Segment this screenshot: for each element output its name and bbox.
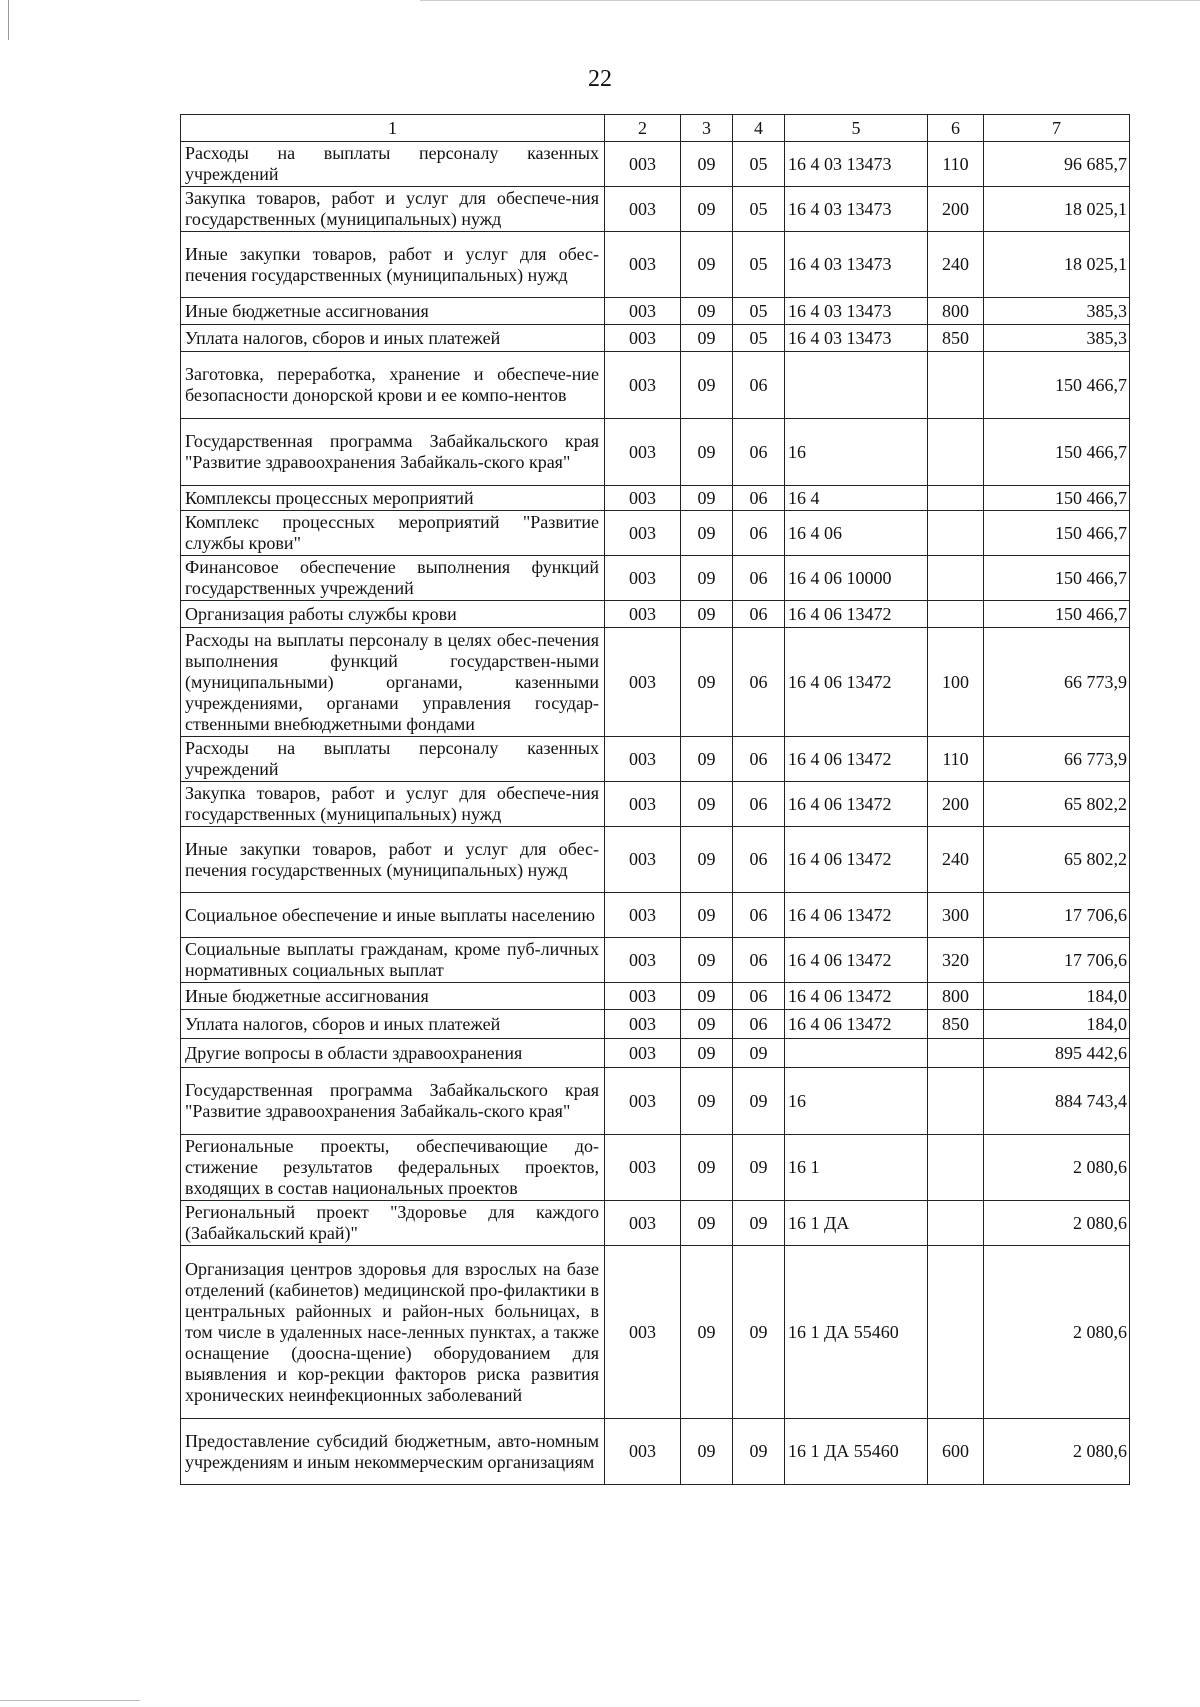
table-row bbox=[181, 352, 1130, 419]
table-row bbox=[181, 938, 1130, 983]
cell-code-3: 09 bbox=[681, 983, 733, 1010]
cell-amount: 385,3 bbox=[984, 298, 1130, 325]
cell-expense-name: Организация центров здоровья для взрослых на базе отделений (кабинетов) медицинской про-филактики в центральных районных и район-ных больницах, в том числе в удаленных насе-ленных пунктах, а также оснащение (доосна-щение) оборудованием для выявления и кор-рекции факторов риска развития хронических неинфекционных заболеваний bbox=[181, 1246, 605, 1419]
table-row bbox=[181, 1010, 1130, 1039]
cell-code-2: 003 bbox=[605, 142, 681, 187]
cell-code-2: 003 bbox=[605, 782, 681, 827]
cell-amount: 2 080,6 bbox=[984, 1246, 1130, 1419]
cell-amount: 150 466,7 bbox=[984, 486, 1130, 511]
cell-expense-name: Финансовое обеспечение выполнения функций государственных учреждений bbox=[181, 556, 605, 601]
cell-code-3: 09 bbox=[681, 1010, 733, 1039]
cell-code-4: 06 bbox=[733, 419, 785, 486]
cell-code-5: 16 1 ДА bbox=[785, 1201, 928, 1246]
cell-code-3: 09 bbox=[681, 556, 733, 601]
cell-code-5: 16 4 06 13472 bbox=[785, 827, 928, 893]
cell-expense-name: Другие вопросы в области здравоохранения bbox=[181, 1039, 605, 1068]
cell-code-6: 800 bbox=[928, 983, 984, 1010]
cell-amount: 150 466,7 bbox=[984, 601, 1130, 628]
cell-code-4: 06 bbox=[733, 601, 785, 628]
cell-code-6: 110 bbox=[928, 737, 984, 782]
table-row bbox=[181, 827, 1130, 893]
table-row bbox=[181, 628, 1130, 737]
cell-code-2: 003 bbox=[605, 511, 681, 556]
page-number: 22 bbox=[588, 66, 612, 92]
cell-code-4: 06 bbox=[733, 983, 785, 1010]
cell-code-5: 16 4 03 13473 bbox=[785, 298, 928, 325]
table-row bbox=[181, 893, 1130, 938]
cell-expense-name: Иные закупки товаров, работ и услуг для обес-печения государственных (муниципальных) нужд bbox=[181, 232, 605, 298]
cell-code-6 bbox=[928, 511, 984, 556]
cell-code-4: 09 bbox=[733, 1419, 785, 1485]
cell-code-3: 09 bbox=[681, 486, 733, 511]
cell-code-4: 09 bbox=[733, 1246, 785, 1419]
cell-code-2: 003 bbox=[605, 556, 681, 601]
cell-code-3: 09 bbox=[681, 1201, 733, 1246]
cell-code-5: 16 1 bbox=[785, 1135, 928, 1201]
cell-amount: 66 773,9 bbox=[984, 628, 1130, 737]
cell-code-4: 06 bbox=[733, 827, 785, 893]
cell-code-2: 003 bbox=[605, 187, 681, 232]
cell-code-5: 16 4 03 13473 bbox=[785, 325, 928, 352]
cell-code-6 bbox=[928, 352, 984, 419]
cell-code-6: 110 bbox=[928, 142, 984, 187]
cell-code-6: 240 bbox=[928, 827, 984, 893]
cell-expense-name: Государственная программа Забайкальского края "Развитие здравоохранения Забайкаль-ского края" bbox=[181, 419, 605, 486]
cell-expense-name: Комплекс процессных мероприятий "Развитие службы крови" bbox=[181, 511, 605, 556]
table-row bbox=[181, 1135, 1130, 1201]
cell-code-6: 800 bbox=[928, 298, 984, 325]
cell-code-3: 09 bbox=[681, 232, 733, 298]
cell-amount: 17 706,6 bbox=[984, 893, 1130, 938]
cell-amount: 150 466,7 bbox=[984, 419, 1130, 486]
cell-code-2: 003 bbox=[605, 983, 681, 1010]
column-header-2: 2 bbox=[605, 115, 681, 142]
cell-amount: 18 025,1 bbox=[984, 232, 1130, 298]
cell-code-6: 850 bbox=[928, 1010, 984, 1039]
cell-code-4: 09 bbox=[733, 1039, 785, 1068]
table-row bbox=[181, 419, 1130, 486]
cell-code-2: 003 bbox=[605, 938, 681, 983]
cell-code-4: 06 bbox=[733, 1010, 785, 1039]
cell-amount: 66 773,9 bbox=[984, 737, 1130, 782]
cell-code-4: 05 bbox=[733, 325, 785, 352]
cell-code-4: 06 bbox=[733, 737, 785, 782]
cell-amount: 2 080,6 bbox=[984, 1135, 1130, 1201]
cell-code-3: 09 bbox=[681, 1068, 733, 1135]
cell-expense-name: Иные бюджетные ассигнования bbox=[181, 298, 605, 325]
cell-expense-name: Региональные проекты, обеспечивающие до-стижение результатов федеральных проектов, входящих в состав национальных проектов bbox=[181, 1135, 605, 1201]
table-row bbox=[181, 983, 1130, 1010]
cell-code-2: 003 bbox=[605, 232, 681, 298]
cell-code-6 bbox=[928, 1201, 984, 1246]
cell-code-2: 003 bbox=[605, 893, 681, 938]
cell-code-6 bbox=[928, 1068, 984, 1135]
cell-code-3: 09 bbox=[681, 628, 733, 737]
cell-code-6 bbox=[928, 486, 984, 511]
cell-code-4: 05 bbox=[733, 187, 785, 232]
cell-code-4: 06 bbox=[733, 893, 785, 938]
cell-amount: 2 080,6 bbox=[984, 1201, 1130, 1246]
cell-code-6 bbox=[928, 1135, 984, 1201]
cell-amount: 18 025,1 bbox=[984, 187, 1130, 232]
cell-code-3: 09 bbox=[681, 325, 733, 352]
cell-amount: 150 466,7 bbox=[984, 556, 1130, 601]
table-row bbox=[181, 187, 1130, 232]
table-row bbox=[181, 511, 1130, 556]
cell-amount: 2 080,6 bbox=[984, 1419, 1130, 1485]
cell-code-6 bbox=[928, 601, 984, 628]
cell-code-3: 09 bbox=[681, 938, 733, 983]
cell-code-5: 16 1 ДА 55460 bbox=[785, 1246, 928, 1419]
table-body bbox=[181, 142, 1130, 1485]
cell-code-2: 003 bbox=[605, 1135, 681, 1201]
cell-code-5: 16 4 06 13472 bbox=[785, 782, 928, 827]
cell-code-4: 06 bbox=[733, 556, 785, 601]
table-row bbox=[181, 232, 1130, 298]
table-row bbox=[181, 1039, 1130, 1068]
cell-code-2: 003 bbox=[605, 1010, 681, 1039]
cell-code-5: 16 1 ДА 55460 bbox=[785, 1419, 928, 1485]
cell-code-4: 09 bbox=[733, 1135, 785, 1201]
cell-code-5 bbox=[785, 1039, 928, 1068]
cell-expense-name: Закупка товаров, работ и услуг для обеспече-ния государственных (муниципальных) нужд bbox=[181, 782, 605, 827]
cell-code-5: 16 bbox=[785, 419, 928, 486]
cell-code-4: 05 bbox=[733, 232, 785, 298]
cell-expense-name: Заготовка, переработка, хранение и обеспече-ние безопасности донорской крови и ее компо-нентов bbox=[181, 352, 605, 419]
table-row bbox=[181, 1201, 1130, 1246]
cell-code-6: 100 bbox=[928, 628, 984, 737]
cell-amount: 150 466,7 bbox=[984, 352, 1130, 419]
cell-code-4: 09 bbox=[733, 1068, 785, 1135]
table-row bbox=[181, 1068, 1130, 1135]
cell-code-2: 003 bbox=[605, 737, 681, 782]
cell-code-6 bbox=[928, 556, 984, 601]
cell-expense-name: Расходы на выплаты персоналу в целях обес-печения выполнения функций государствен-ными (муниципальными) органами, казенными учреждениями, органами управления государ-ственными внебюджетными фондами bbox=[181, 628, 605, 737]
cell-code-2: 003 bbox=[605, 298, 681, 325]
cell-code-3: 09 bbox=[681, 827, 733, 893]
cell-code-5: 16 4 06 13472 bbox=[785, 938, 928, 983]
cell-code-5: 16 4 06 13472 bbox=[785, 737, 928, 782]
cell-amount: 17 706,6 bbox=[984, 938, 1130, 983]
column-header-3: 3 bbox=[681, 115, 733, 142]
cell-code-2: 003 bbox=[605, 419, 681, 486]
cell-expense-name: Предоставление субсидий бюджетным, авто-номным учреждениям и иным некоммерческим организациям bbox=[181, 1419, 605, 1485]
table-row bbox=[181, 782, 1130, 827]
table-header-row bbox=[181, 115, 1130, 142]
table-row bbox=[181, 601, 1130, 628]
cell-expense-name: Иные бюджетные ассигнования bbox=[181, 983, 605, 1010]
cell-code-3: 09 bbox=[681, 298, 733, 325]
cell-expense-name: Государственная программа Забайкальского края "Развитие здравоохранения Забайкаль-ского края" bbox=[181, 1068, 605, 1135]
cell-code-5: 16 4 06 13472 bbox=[785, 1010, 928, 1039]
cell-code-2: 003 bbox=[605, 1068, 681, 1135]
cell-code-3: 09 bbox=[681, 1419, 733, 1485]
cell-amount: 184,0 bbox=[984, 983, 1130, 1010]
cell-expense-name: Комплексы процессных мероприятий bbox=[181, 486, 605, 511]
cell-code-2: 003 bbox=[605, 1039, 681, 1068]
cell-code-2: 003 bbox=[605, 1246, 681, 1419]
cell-code-4: 06 bbox=[733, 782, 785, 827]
cell-code-5: 16 4 06 10000 bbox=[785, 556, 928, 601]
cell-code-3: 09 bbox=[681, 1039, 733, 1068]
cell-amount: 884 743,4 bbox=[984, 1068, 1130, 1135]
table-row bbox=[181, 1419, 1130, 1485]
budget-table bbox=[180, 114, 1130, 1485]
cell-amount: 385,3 bbox=[984, 325, 1130, 352]
cell-code-3: 09 bbox=[681, 511, 733, 556]
table-row bbox=[181, 298, 1130, 325]
column-header-1: 1 bbox=[181, 115, 605, 142]
cell-expense-name: Региональный проект "Здоровье для каждого (Забайкальский край)" bbox=[181, 1201, 605, 1246]
cell-code-5: 16 4 03 13473 bbox=[785, 232, 928, 298]
cell-code-6 bbox=[928, 419, 984, 486]
cell-code-5: 16 4 06 13472 bbox=[785, 983, 928, 1010]
cell-expense-name: Социальные выплаты гражданам, кроме пуб-личных нормативных социальных выплат bbox=[181, 938, 605, 983]
cell-code-4: 06 bbox=[733, 352, 785, 419]
cell-code-6: 240 bbox=[928, 232, 984, 298]
table-row bbox=[181, 1246, 1130, 1419]
cell-code-2: 003 bbox=[605, 352, 681, 419]
cell-code-3: 09 bbox=[681, 1135, 733, 1201]
cell-amount: 65 802,2 bbox=[984, 782, 1130, 827]
cell-code-6 bbox=[928, 1039, 984, 1068]
cell-code-3: 09 bbox=[681, 737, 733, 782]
cell-code-5: 16 4 06 13472 bbox=[785, 601, 928, 628]
cell-expense-name: Расходы на выплаты персоналу казенных учреждений bbox=[181, 142, 605, 187]
cell-code-4: 06 bbox=[733, 486, 785, 511]
cell-code-4: 05 bbox=[733, 298, 785, 325]
table-row bbox=[181, 486, 1130, 511]
cell-code-5: 16 4 03 13473 bbox=[785, 142, 928, 187]
cell-code-2: 003 bbox=[605, 628, 681, 737]
cell-code-3: 09 bbox=[681, 419, 733, 486]
cell-code-4: 05 bbox=[733, 142, 785, 187]
cell-code-6 bbox=[928, 1246, 984, 1419]
cell-code-2: 003 bbox=[605, 601, 681, 628]
scan-edge-line bbox=[8, 0, 9, 40]
cell-code-3: 09 bbox=[681, 1246, 733, 1419]
cell-code-5: 16 bbox=[785, 1068, 928, 1135]
cell-code-6: 200 bbox=[928, 187, 984, 232]
cell-amount: 96 685,7 bbox=[984, 142, 1130, 187]
cell-amount: 895 442,6 bbox=[984, 1039, 1130, 1068]
cell-amount: 184,0 bbox=[984, 1010, 1130, 1039]
cell-code-6: 600 bbox=[928, 1419, 984, 1485]
cell-code-3: 09 bbox=[681, 352, 733, 419]
cell-expense-name: Иные закупки товаров, работ и услуг для обес-печения государственных (муниципальных) нужд bbox=[181, 827, 605, 893]
cell-code-3: 09 bbox=[681, 187, 733, 232]
cell-code-5: 16 4 06 bbox=[785, 511, 928, 556]
table-row bbox=[181, 737, 1130, 782]
cell-code-4: 06 bbox=[733, 628, 785, 737]
cell-code-2: 003 bbox=[605, 325, 681, 352]
cell-expense-name: Организация работы службы крови bbox=[181, 601, 605, 628]
column-header-5: 5 bbox=[785, 115, 928, 142]
table-row bbox=[181, 325, 1130, 352]
cell-code-4: 06 bbox=[733, 938, 785, 983]
cell-code-3: 09 bbox=[681, 782, 733, 827]
column-header-4: 4 bbox=[733, 115, 785, 142]
column-header-6: 6 bbox=[928, 115, 984, 142]
cell-amount: 150 466,7 bbox=[984, 511, 1130, 556]
cell-code-6: 300 bbox=[928, 893, 984, 938]
cell-code-2: 003 bbox=[605, 827, 681, 893]
cell-code-2: 003 bbox=[605, 486, 681, 511]
cell-expense-name: Закупка товаров, работ и услуг для обеспече-ния государственных (муниципальных) нужд bbox=[181, 187, 605, 232]
cell-code-6: 320 bbox=[928, 938, 984, 983]
table-row bbox=[181, 142, 1130, 187]
cell-expense-name: Уплата налогов, сборов и иных платежей bbox=[181, 1010, 605, 1039]
cell-code-2: 003 bbox=[605, 1419, 681, 1485]
cell-code-5: 16 4 03 13473 bbox=[785, 187, 928, 232]
scan-bottom-line bbox=[0, 1700, 140, 1701]
cell-code-5: 16 4 06 13472 bbox=[785, 893, 928, 938]
table-row bbox=[181, 556, 1130, 601]
column-header-7: 7 bbox=[984, 115, 1130, 142]
cell-code-3: 09 bbox=[681, 601, 733, 628]
scan-top-line bbox=[420, 0, 1200, 1]
cell-code-4: 09 bbox=[733, 1201, 785, 1246]
cell-code-5 bbox=[785, 352, 928, 419]
cell-expense-name: Уплата налогов, сборов и иных платежей bbox=[181, 325, 605, 352]
cell-code-3: 09 bbox=[681, 142, 733, 187]
cell-code-5: 16 4 06 13472 bbox=[785, 628, 928, 737]
cell-code-6: 200 bbox=[928, 782, 984, 827]
cell-code-5: 16 4 bbox=[785, 486, 928, 511]
cell-amount: 65 802,2 bbox=[984, 827, 1130, 893]
cell-code-4: 06 bbox=[733, 511, 785, 556]
cell-expense-name: Расходы на выплаты персоналу казенных учреждений bbox=[181, 737, 605, 782]
cell-code-2: 003 bbox=[605, 1201, 681, 1246]
cell-code-3: 09 bbox=[681, 893, 733, 938]
cell-expense-name: Социальное обеспечение и иные выплаты населению bbox=[181, 893, 605, 938]
cell-code-6: 850 bbox=[928, 325, 984, 352]
